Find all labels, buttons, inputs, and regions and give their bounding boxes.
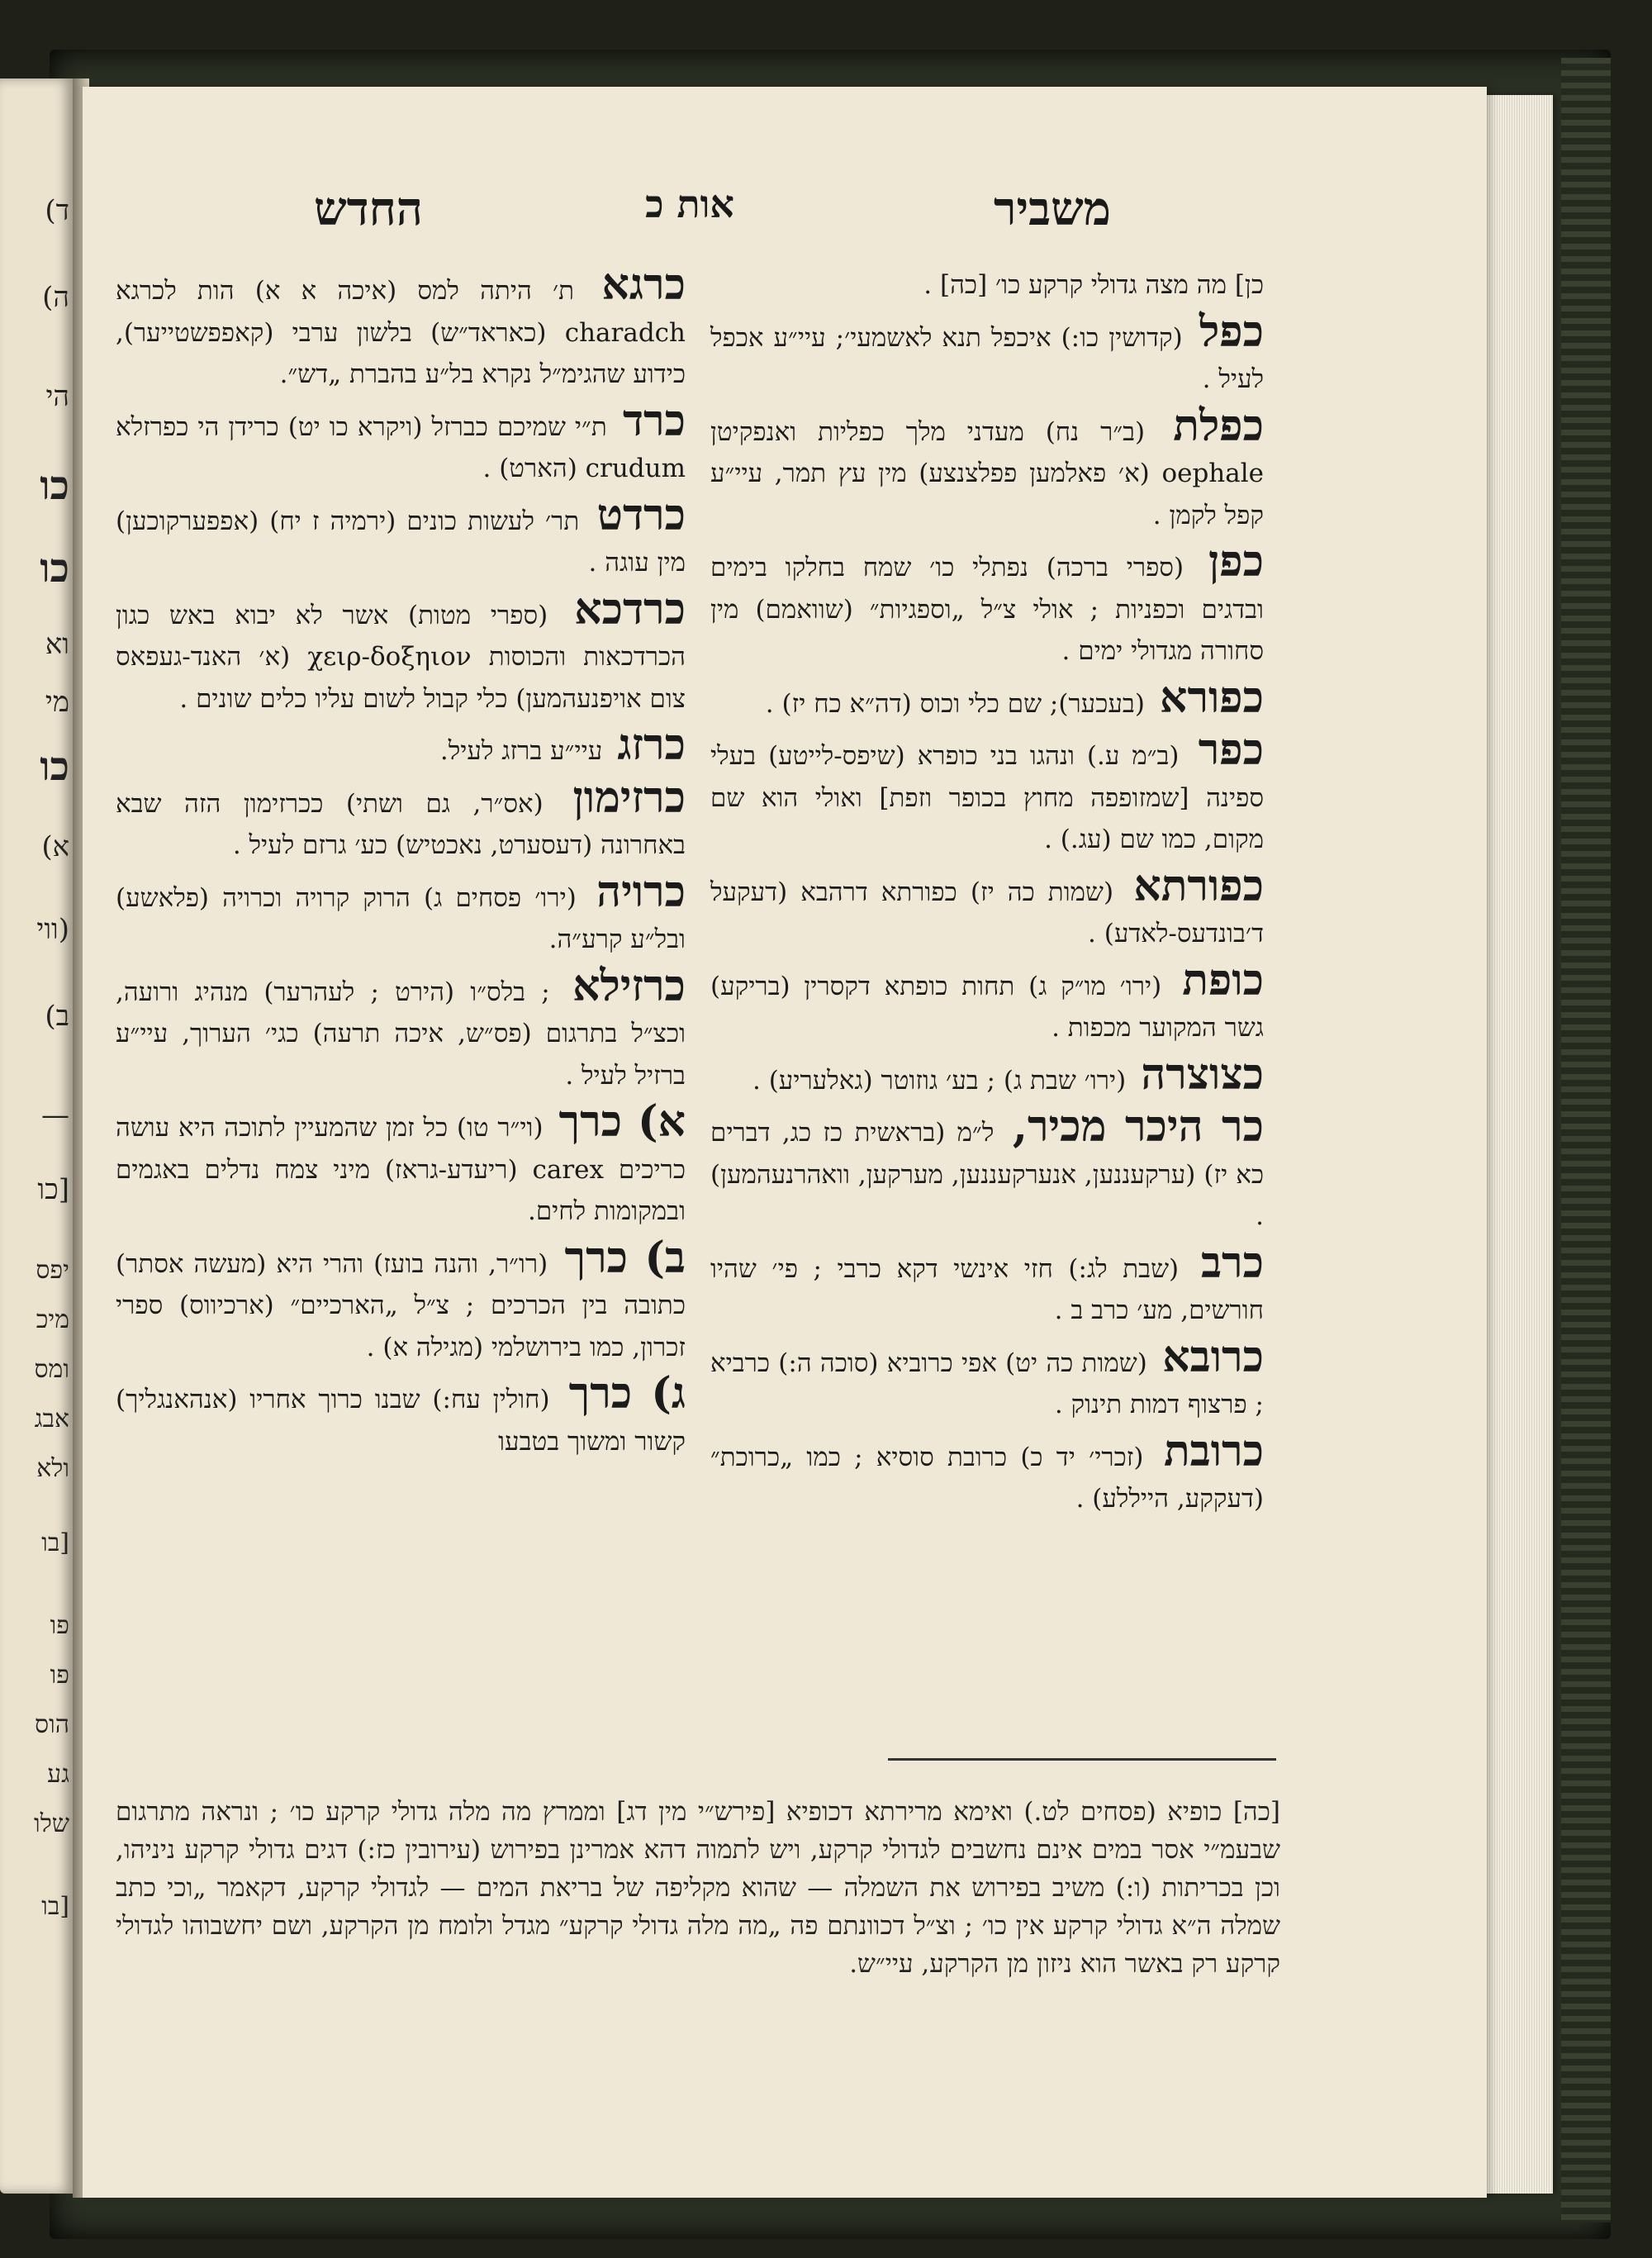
dictionary-entry bbox=[116, 720, 686, 772]
entry-headword: כרובת bbox=[1143, 1425, 1264, 1476]
dictionary-entry bbox=[116, 259, 686, 396]
entry-definition: (שמות כה יט) אפי כרוביא (סוכה ה:) כרביא ; פרצוף דמות תינוק . bbox=[710, 1348, 1264, 1419]
dictionary-entry bbox=[710, 1425, 1264, 1520]
dictionary-entry bbox=[116, 489, 686, 584]
dictionary-entry bbox=[710, 306, 1264, 401]
previous-page-fragment: (ווי bbox=[36, 913, 69, 946]
entry-definition: (ירו׳ שבת ג) ; בע׳ גוזוטר (גאלעריע) . bbox=[752, 1065, 1127, 1096]
entry-headword: ב) כרך bbox=[548, 1232, 686, 1283]
dictionary-entry bbox=[116, 866, 686, 961]
previous-page-fragment: גע bbox=[47, 1760, 69, 1789]
dictionary-entry bbox=[710, 725, 1264, 861]
entry-definition: (רו״ר, והנה בועז) והרי היא (מעשה אסתר) כתובה בין הכרכים ; צ״ל „הארכיים״ (ארכיווס) ספרי זכרון, כמו בירושלמי (מגילה א) . bbox=[116, 1248, 686, 1362]
entry-headword: כרגא bbox=[574, 259, 686, 310]
previous-page-fragment: [בו bbox=[41, 1892, 69, 1921]
running-head-center: אות כ bbox=[645, 182, 734, 226]
entry-definition: (בעכער); שם כלי וכוס (דה״א כח יז) . bbox=[765, 688, 1145, 719]
footnote: [כה] כופיא (פסחים לט.) ואימא מרירתא דכופיא [פירש״י מין דג] וממרץ מה מלה גדולי קרקע כו׳ ; ונראה מתרגום שבעמ״י אסר במים אינם נחשבים לגדולי קרקע, ויש לתמוה דהא אמרינן בפירוש (עירובין כז:) דגים גדולי קרקע ניניהו, וכן בכריתות (ו:) משיב בפירוש את השמלה — שהוא מקליפה של בריאת המים — לגדולי קרקע, דקאמר „וכי כתב שמלה ה״א גדולי קרקע אין כו׳ ; וצ״ל דכוונתם פה „מה מלה גדולי קרקע״ מגדל ולומח מן הקרקע, ושם יחשבוהו לגדולי קרקע רק באשר הוא ניזון מן הקרקע, עיי״ש. bbox=[116, 1797, 1281, 1979]
previous-page-fragment: ב) bbox=[45, 1000, 69, 1033]
entry-definition: עיי״ע ברזג לעיל. bbox=[439, 736, 603, 766]
entry-headword: כר היכר מכיר, bbox=[994, 1101, 1265, 1152]
entry-headword: כרזימון bbox=[543, 772, 686, 823]
previous-page-fragment: פו bbox=[50, 1611, 69, 1640]
entry-headword: כרדכא bbox=[548, 583, 686, 635]
entry-headword: כפל bbox=[1182, 306, 1264, 357]
dictionary-entry bbox=[116, 583, 686, 720]
previous-page-fragment: וא bbox=[45, 628, 69, 661]
previous-page-fragment: כו bbox=[40, 545, 69, 592]
entry-headword: כצוצרה bbox=[1126, 1048, 1264, 1100]
previous-page-fragment: אבג bbox=[34, 1405, 69, 1433]
entry-definition: (ב״ר נח) מעדני מלך כפליות ואנפקיטן oephale (א׳ פאלמען פפלצנצע) מין עץ תמר, עיי״ע קפל לקמן . bbox=[710, 416, 1264, 530]
right-column bbox=[710, 264, 1264, 1525]
entry-headword: כרב bbox=[1179, 1237, 1264, 1288]
entry-definition: (ספרי מטות) אשר לא יבוא באש כגון הכרדכאות והכוסות χειρ-δοξηιον (א׳ האנד-געפאס צום אויפנעהמען) כלי קבול לשום עליו כלים שונים . bbox=[116, 600, 686, 714]
dictionary-entry bbox=[116, 395, 686, 490]
previous-page-fragment: א) bbox=[41, 830, 69, 863]
dictionary-entry bbox=[710, 1048, 1264, 1102]
entry-headword: כפורא bbox=[1144, 672, 1264, 723]
dictionary-entry bbox=[710, 264, 1264, 307]
dictionary-entry bbox=[710, 1237, 1264, 1332]
entry-headword: כרויה bbox=[576, 866, 686, 917]
entry-definition: כן] מה מצה גדולי קרקע כו׳ [כה] . bbox=[923, 270, 1264, 300]
entry-headword: א) כרך bbox=[543, 1096, 686, 1147]
entry-headword: כפן bbox=[1184, 536, 1264, 587]
dictionary-entry bbox=[710, 954, 1264, 1049]
entry-definition: (וי״ר טו) כל זמן שהמעיין לתוכה היא עושה כריכים carex (ריעדע-גראז) מיני צמח נדלים באגמים ובמקומות לחים. bbox=[116, 1113, 686, 1226]
dictionary-entry bbox=[116, 1096, 686, 1233]
dictionary-entry bbox=[710, 1331, 1264, 1426]
entry-definition: ת״י שמיכם כברזל (ויקרא כו יט) כרידן הי כפרזלא crudum (הארט) . bbox=[116, 411, 686, 483]
entry-headword: ג) כרך bbox=[549, 1368, 686, 1419]
entry-headword: כרובא bbox=[1146, 1331, 1264, 1382]
previous-page-fragment: שלו bbox=[34, 1809, 69, 1838]
dictionary-entry bbox=[116, 960, 686, 1097]
previous-page-fragment: מי bbox=[45, 686, 69, 719]
previous-page-fragment: הוס bbox=[35, 1710, 69, 1739]
previous-page-fragment: הי bbox=[45, 380, 69, 413]
previous-page-fragment: ולא bbox=[36, 1454, 69, 1483]
previous-page-sliver bbox=[0, 78, 73, 2194]
running-head-right: משביר bbox=[993, 182, 1111, 236]
previous-page-fragment: ד) bbox=[45, 194, 69, 227]
entry-definition: (שבת לג:) חזי אינשי דקא כרבי ; פי׳ שהיו חורשים, מע׳ כרב ב . bbox=[710, 1253, 1264, 1325]
running-head-left: החדש bbox=[314, 182, 423, 236]
previous-page-fragment: — bbox=[41, 1099, 69, 1132]
entry-definition: (ירו׳ מו״ק ג) תחות כופתא דקסרין (בריקע) גשר המקוער מכפות . bbox=[710, 971, 1264, 1043]
dictionary-entry bbox=[116, 1232, 686, 1369]
entry-definition: (ירו׳ פסחים ג) הרוק קרויה וכרויה (פלאשע) ובל״ע קרע״ה. bbox=[116, 882, 686, 954]
entry-definition: (חולין עח:) שבנו כרוך אחריו (אנהאנגליך) קשור ומשוך בטבעו bbox=[116, 1385, 686, 1457]
left-column bbox=[116, 259, 686, 1467]
entry-headword: כרדט bbox=[579, 489, 686, 540]
dictionary-entry bbox=[710, 400, 1264, 537]
entry-definition: ; בלס״ו (הירט ; לעהרער) מנהיג ורועה, וכצ״ל בתרגום (פס״ש, איכה תרעה) כגי׳ הערוך, עיי״ע ברזיל לעיל . bbox=[116, 977, 686, 1091]
entry-headword: כפורתא bbox=[1113, 860, 1264, 911]
previous-page-fragment: מיכ bbox=[36, 1305, 69, 1334]
previous-page-fragment: ה) bbox=[42, 281, 69, 314]
previous-page-fragment: פו bbox=[50, 1661, 69, 1690]
cover-edge bbox=[1561, 58, 1611, 2222]
previous-page-fragment: יפס bbox=[36, 1256, 69, 1285]
entry-definition: (ספרי ברכה) נפתלי כו׳ שמח בחלקו בימים ובדגים וכפניות ; אולי צ״ל „וספגיות״ (שוואמם) מין סחורה מגדולי ימים . bbox=[710, 553, 1264, 666]
previous-page-fragment: כו bbox=[40, 744, 69, 790]
entry-definition: (קדושין כו:) איכפל תנא לאשמעי׳; עיי״ע אכפל לעיל . bbox=[710, 322, 1264, 394]
entry-definition: (זכרי׳ יד כ) כרובת סוסיא ; כמו „כרוכת״ (דעקקע, הייללע) . bbox=[710, 1442, 1264, 1514]
dictionary-entry bbox=[116, 772, 686, 867]
previous-page-fragment: [בו bbox=[41, 1528, 69, 1557]
entry-definition: תר׳ לעשות כונים (ירמיה ז יח) (אפפערקוכען) מין עוגה . bbox=[116, 506, 686, 578]
entry-headword: כפר bbox=[1179, 725, 1264, 775]
entry-definition: (שמות כה יז) כפורתא דרהבא (דעקעל ד׳בונדעס-לאדע) . bbox=[710, 877, 1264, 948]
dictionary-entry bbox=[116, 1368, 686, 1462]
entry-definition: (ב״מ ע.) ונהגו בני כופרא (שיפס-לייטע) בעלי ספינה [שמזופפה מחוץ בכופר וזפת] ואולי הוא שם מקום, כמו שם (עג.) . bbox=[710, 741, 1264, 854]
footnote-rule bbox=[888, 1758, 1276, 1761]
entry-headword: כרד bbox=[606, 395, 686, 446]
entry-definition: ת׳ היתה למס (איכה א א) הות לכרגא charadch (כאראד״ש) בלשון ערבי (קאפפשטייער), כידוע שהגימ״ל נקרא בל״ע בהברת „דש״. bbox=[116, 276, 686, 389]
previous-page-fragment: ומס bbox=[34, 1355, 69, 1384]
entry-headword: כופת bbox=[1161, 954, 1264, 1005]
dictionary-entry bbox=[710, 536, 1264, 673]
entry-definition: ל״מ (בראשית כז כג, דברים כא יז) (ערקעננען, אנערקעננען, מערקען, וואהרנעהמען) . bbox=[710, 1118, 1264, 1231]
entry-headword: כרזג bbox=[602, 720, 686, 770]
dictionary-entry bbox=[710, 860, 1264, 955]
entry-definition: (אס״ר, גם ושתי) ככרזימון הזה שבא באחרונה (דעסערט, נאכטיש) כע׳ גרזם לעיל . bbox=[116, 788, 686, 860]
dictionary-entry bbox=[710, 1101, 1265, 1238]
previous-page-fragment: [כו bbox=[37, 1173, 69, 1206]
previous-page-fragment: כו bbox=[40, 463, 69, 509]
entry-headword: כרזילא bbox=[549, 960, 686, 1011]
dictionary-entry bbox=[710, 672, 1264, 725]
entry-headword: כפלת bbox=[1145, 400, 1264, 451]
